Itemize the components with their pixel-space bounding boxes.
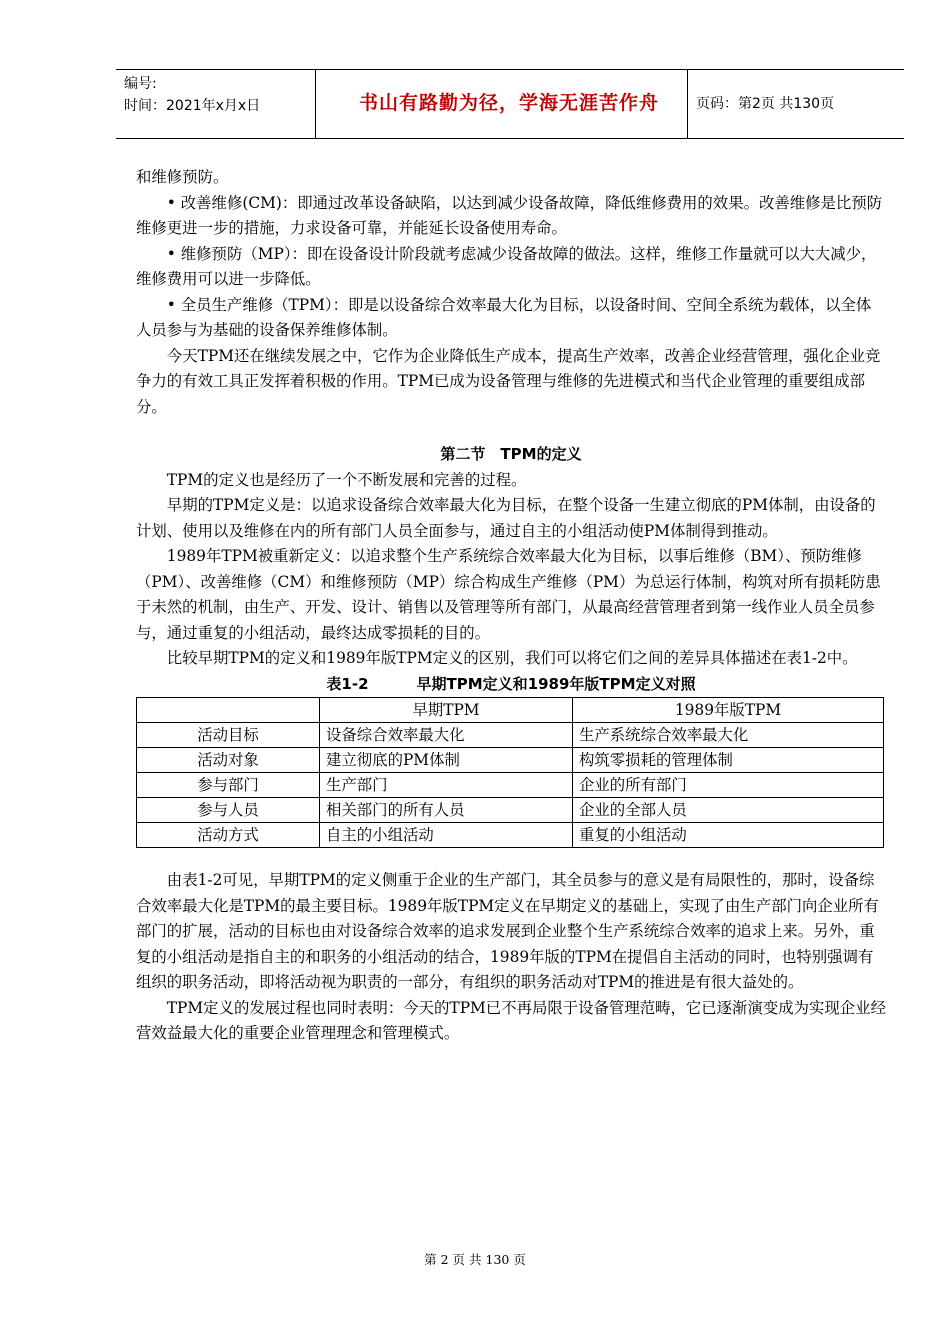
table-cell: 自主的小组活动	[320, 823, 573, 848]
paragraph: 早期的TPM定义是：以追求设备综合效率最大化为目标，在整个设备一生建立彻底的PM体制，由设备的计划、使用以及维修在内的所有部门人员全面参与，通过自主的小组活动使PM体制得到推动。	[136, 496, 876, 540]
table-cell: 建立彻底的PM体制	[320, 748, 573, 773]
table-cell: 活动对象	[137, 748, 320, 773]
table-header-row	[137, 698, 884, 723]
header-divider	[687, 70, 688, 138]
table-cell: 企业的所有部门	[573, 773, 884, 798]
table-cell: 活动方式	[137, 823, 320, 848]
table-cell: 参与人员	[137, 798, 320, 823]
section-heading: 第二节 TPM的定义	[440, 445, 582, 463]
header-meta	[124, 73, 260, 117]
table-row	[137, 798, 884, 823]
paragraph: TPM定义的发展过程也同时表明：今天的TPM已不再局限于设备管理范畴，它已逐渐演变成为实现企业经营效益最大化的重要企业管理理念和管理模式。	[136, 998, 886, 1042]
header-time: 时间：2021年x月x日	[124, 98, 261, 114]
table-caption-number: 表1-2	[326, 674, 369, 693]
paragraph: 和维修预防。	[136, 168, 229, 186]
table-header-cell: 1989年版TPM	[573, 698, 884, 723]
bullet-paragraph: • 全员生产维修（TPM）：即是以设备综合效率最大化为目标，以设备时间、空间全系统为载体，以全体人员参与为基础的设备保养维修体制。	[136, 295, 872, 339]
header-motto: 书山有路勤为径，学海无涯苦作舟	[358, 92, 659, 114]
bullet-paragraph: • 改善维修(CM)：即通过改革设备缺陷，以达到减少设备故障，降低维修费用的效果。改善维修是比预防维修更进一步的措施，力求设备可靠，并能延长设备使用寿命。	[136, 193, 883, 237]
table-header-cell: 早期TPM	[320, 698, 573, 723]
paragraph: 由表1-2可见，早期TPM的定义侧重于企业的生产部门，其全员参与的意义是有局限性的，那时，设备综合效率最大化是TPM的最主要目标。1989年版TPM定义在早期定义的基础上，实现了由生产部门向企业所有部门的扩展，活动的目标也由对设备综合效率的追求发展到企业整个生产系统综合效率的追求上来。另外，重复的小组活动是指自主的和职务的小组活动的结合，1989年版的TPM在提倡自主活动的同时，也特别强调有组织的职务活动，即将活动视为职责的一部分，有组织的职务活动对TPM的推进是有很大益处的。	[136, 871, 879, 991]
table-row	[137, 723, 884, 748]
table-cell: 重复的小组活动	[573, 823, 884, 848]
table-row	[137, 823, 884, 848]
table-caption	[136, 672, 886, 698]
table-cell: 生产系统综合效率最大化	[573, 723, 884, 748]
page-footer: 第 2 页 共 130 页	[424, 1252, 526, 1267]
bullet-paragraph: • 维修预防（MP）：即在设备设计阶段就考虑减少设备故障的做法。这样，维修工作量就可以大大减少，维修费用可以进一步降低。	[136, 244, 877, 288]
table-cell: 参与部门	[137, 773, 320, 798]
paragraph: 比较早期TPM的定义和1989年版TPM定义的区别，我们可以将它们之间的差异具体描述在表1-2中。	[166, 649, 858, 667]
table-cell: 活动目标	[137, 723, 320, 748]
paragraph: 今天TPM还在继续发展之中，它作为企业降低生产成本，提高生产效率，改善企业经营管理，强化企业竞争力的有效工具正发挥着积极的作用。TPM已成为设备管理与维修的先进模式和当代企业管理的重要组成部分。	[136, 346, 881, 416]
table-cell: 生产部门	[320, 773, 573, 798]
table-cell: 设备综合效率最大化	[320, 723, 573, 748]
document-body	[136, 165, 886, 1047]
table-header-cell	[137, 698, 320, 723]
header-serial: 编号:	[124, 76, 157, 92]
table-caption-title: 早期TPM定义和1989年版TPM定义对照	[416, 674, 696, 693]
comparison-table	[136, 697, 884, 848]
header-page-number: 页码：第2页 共130页	[696, 96, 835, 112]
table-cell: 企业的全部人员	[573, 798, 884, 823]
table-cell: 构筑零损耗的管理体制	[573, 748, 884, 773]
table-row	[137, 773, 884, 798]
paragraph: 1989年TPM被重新定义：以追求整个生产系统综合效率最大化为目标，以事后维修（BM）、预防维修（PM）、改善维修（CM）和维修预防（MP）综合构成生产维修（PM）为总运行体制，构筑对所有损耗防患于未然的机制，由生产、开发、设计、销售以及管理等所有部门，从最高经营管理者到第一线作业人员全员参与，通过重复的小组活动，最终达成零损耗的目的。	[136, 547, 881, 642]
spacer	[136, 848, 886, 868]
paragraph: TPM的定义也是经历了一个不断发展和完善的过程。	[166, 470, 527, 489]
table-row	[137, 748, 884, 773]
table-cell: 相关部门的所有人员	[320, 798, 573, 823]
page-header	[116, 69, 904, 139]
